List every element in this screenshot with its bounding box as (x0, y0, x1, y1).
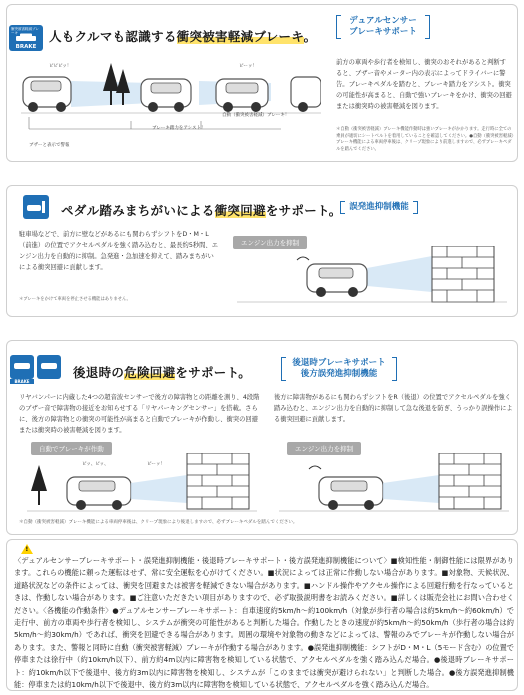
car-2 (141, 79, 191, 112)
car-rear-2 (319, 477, 383, 510)
brick-wall (432, 246, 494, 302)
badge-brake-text: BRAKE (10, 379, 34, 384)
reverse-suppress-illustration (279, 453, 509, 515)
tree (31, 465, 47, 505)
collision-illustration (21, 61, 321, 131)
parking-sensor-sound: ピッ、ピッ、 (82, 462, 109, 467)
rear-sensor-beam-2 (383, 475, 439, 503)
brick-wall-right (439, 453, 501, 509)
tag-engine-suppress-rear: エンジン出力を抑制 (287, 442, 361, 455)
brick-wall-left (187, 453, 249, 509)
section1-description: 前方の車両や歩行者を検知し、衝突のおそれがあると判断すると、ブザー音やメーター内の表示によってドライバーに警告。ブレーキペダルを踏むと、ブレーキ踏力をアシスト。衝突の可能性が高まると、自動で強いブレーキをかけ、衝突の回避または衝突時の被害軽減を図ります。 (336, 59, 512, 110)
tag-auto-brake: 自動でブレーキが作動 (31, 442, 112, 455)
section-collision-brake (6, 4, 518, 162)
brake-badge-icon (9, 25, 43, 51)
car-3 (216, 79, 268, 112)
section2-description: 駐車場などで、前方に壁などがあるにも関わらずシフトをD・M・L（前進）の位置でアクセルペダルを強く踏み込むと、最長約5秒間、エンジン出力を自動的に抑制。急発進・急加速を抑えて、踏みまちがいによる衝突回避に貢献します。 (19, 231, 219, 271)
section2-note: ＊ブレーキをかけて車両を停止させる機能はありません。 (19, 297, 131, 302)
section2-title: ペダル踏みまちがいによる衝突回避をサポート。 (61, 203, 342, 218)
section3-description-left: リヤバンパーに内蔵した4つの超音波センサーで後方の障害物との距離を測り、4段階のブザー音で障害物の接近をお知らせする「リヤパーキングセンサー」を搭載。さらに、後方の障害物との衝突の可能性が高まると自動でブレーキが作動し、衝突の回避または衝突時の被害軽減を図ります。 (19, 394, 260, 434)
badge-top-text: 衝突被害軽減ブレーキ (11, 27, 39, 35)
notice-text: 〈デュアルセンサーブレーキサポート・誤発進抑制機能・後退時ブレーキサポート・後方誤発進抑制機能について〉■検知性能・制御性能には限界があります。これらの機能に頼った運転はせず、常に安全運転を心がけてください。■状況によっては正常に作動しない場合があります。■対象物、天候状況、道路状況などの条件によっては、衝突を回避または被害を軽減できない場合があります。■ハンドル操作やアクセル操作による回避行動を行なっているときは、作動しない場合があります。■ご注意いただきたい項目がありますので、必ず取扱説明書をお読みください。■詳しくは販売会社にお問い合わせください。〈各機能の作動条件〉●デュアルセンサーブレーキサポート：自車速度約5km/h〜約100km/h（対象が歩行者の場合は約5km/h〜約60km/h）で走行中、前方の車両や歩行者を検知し、システムが衝突の可能性があると判断した場合。作動したときの速度が約5km/h〜約50km/h（歩行者の場合は約5km/h〜約30km/h）であれば、衝突を回避できる場合があります。周囲の環境や対象物の動きなどによっては、警報のみでブレーキが作動しない場合があります。また、警報と同時に自動（衝突被害軽減）ブレーキが作動する場合があります。●誤発進抑制機能：シフトがD・M・L（5モード含む）の位置で停車または徐行中（約10km/h以下）、前方約4m以内に障害物を検知している状態で、アクセルペダルを強く踏み込んだ場合。●後退時ブレーキサポート：約10km/h以下で後退中、後方約3m以内に障害物を検知し、システムが「このままでは衝突が避けられない」と判断した場合。●後方誤発進抑制機能：停車または約10km/h以下で後退中、後方約3m以内に障害物を検知している状態で、アクセルペダルを強く踏み込んだ場合。 (14, 556, 514, 690)
tag-engine-suppress: エンジン出力を抑制 (233, 236, 307, 249)
notice-box (6, 539, 518, 691)
reverse-sensor-icon (10, 355, 34, 379)
section1-note: ＊自動（衝突被害軽減）ブレーキ機能作動時は強いブレーキがかかります。走行時に全ての乗員が適切にシートベルトを着用していることを確認してください。●自動（衝突被害軽減）ブレーキ機能による車両停車後は、クリープ現象により前進しますので、必ずブレーキペダルを踏んでください。 (336, 127, 514, 152)
alarm-sound-text: ピーッ！ (239, 64, 257, 69)
section1-title: 人もクルマも認識する衝突被害軽減ブレーキ。 (49, 29, 317, 44)
reverse-alarm-sound: ピーッ！ (147, 462, 165, 467)
reverse-brake-icon (37, 355, 61, 379)
badge-bottom-text: BRAKE (15, 44, 37, 50)
rear-sensor-beam (131, 475, 187, 503)
sensor-beam (367, 256, 432, 292)
section3-note: ＊自動（衝突被害軽減）ブレーキ機能による車両停車後は、クリープ現象により後退しますので、必ずブレーキペダルを踏んでください。 (19, 520, 298, 525)
wall-car-illustration (237, 246, 507, 312)
section2-feature-name: 誤発進抑制機能 (346, 202, 412, 213)
label-brake-assist: ブレーキ踏力をアシスト！ (152, 126, 206, 131)
car-front-icon (15, 33, 37, 42)
lead-car (291, 77, 321, 112)
section3-description-right: 後方に障害物があるにも関わらずシフトをR（後退）の位置でアクセルペダルを強く踏み込むと、エンジン出力を自動的に抑制して急な後退を防ぎ、うっかり誤操作による衝突回避に貢献します。 (274, 394, 513, 423)
car-1 (23, 77, 71, 112)
reverse-brake-illustration (27, 453, 257, 515)
warning-mark (297, 257, 309, 260)
section-reverse-support (6, 340, 518, 535)
warning-exclamation-icon: ! (25, 546, 29, 553)
pedal-misstep-icon (23, 195, 49, 219)
section3-feature-name: 後退時ブレーキサポート 後方誤発進抑制機能 (287, 358, 391, 380)
label-buzzer-warning: ブザーと表示で警報 (29, 143, 70, 148)
car-rear (67, 477, 131, 510)
section-misstep-prevention (6, 185, 518, 317)
section1-feature-name: デュアルセンサー ブレーキサポート (342, 16, 424, 38)
car (307, 264, 367, 297)
section3-title: 後退時の危険回避をサポート。 (73, 365, 252, 380)
label-auto-brake: 自動（衝突被害軽減）ブレーキ！ (222, 113, 290, 118)
buzzer-sound-text: ピピピッ！ (49, 64, 72, 69)
